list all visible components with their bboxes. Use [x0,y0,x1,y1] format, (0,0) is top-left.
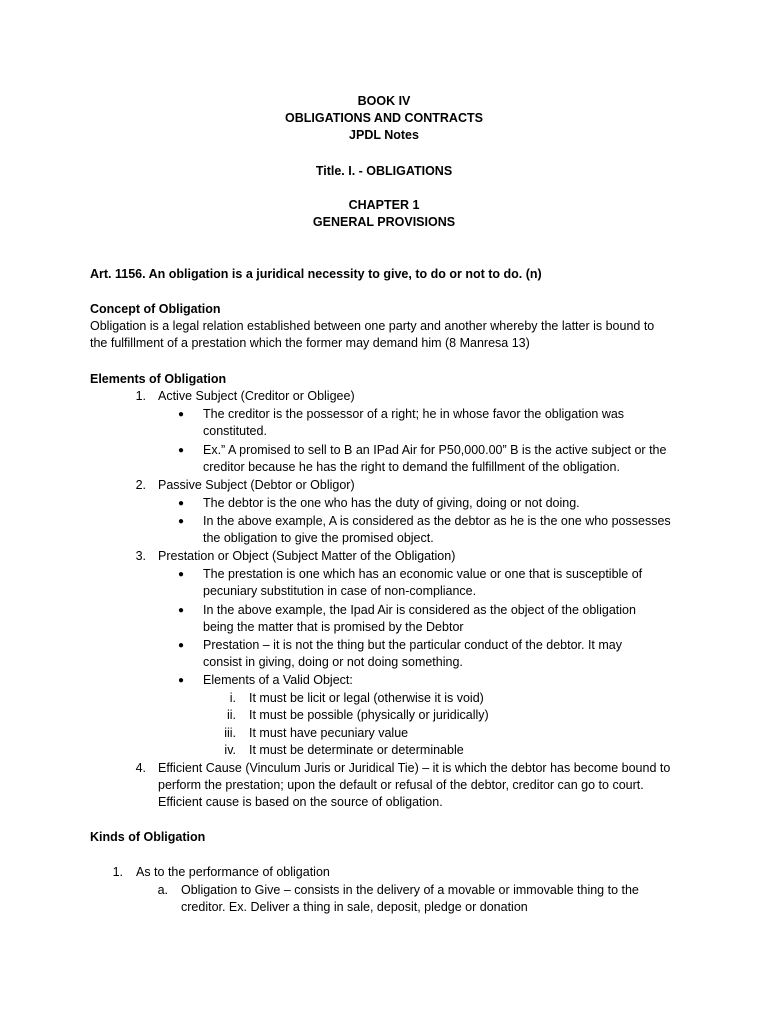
bullet-text: The debtor is the one who has the duty of giving, doing or not doing. [203,496,580,510]
kinds-sub-text: Obligation to Give – consists in the delivery of a movable or immovable thing to the [181,883,639,897]
list-number: 2. [135,478,146,492]
element-text: Efficient cause is based on the source of obligation. [158,795,443,809]
bullet-text: the obligation to give the promised object. [203,531,434,545]
bullet-text: pecuniary substitution in case of non-compliance. [203,584,477,598]
list-number: 4. [135,761,146,775]
bullet-icon: ● [177,605,185,616]
bullet-text: consist in giving, doing or not doing something. [203,655,463,669]
sub-item-text: It must be possible (physically or juridically) [249,708,489,722]
bullet-icon: ● [177,516,185,527]
list-letter: a. [157,883,168,897]
roman-number: iii. [224,726,236,740]
element-label: Passive Subject (Debtor or Obligor) [158,478,355,492]
bullet-text: In the above example, A is considered as the debtor as he is the one who possesses [203,514,671,528]
bullet-text: In the above example, the Ipad Air is considered as the object of the obligation [203,603,636,617]
concept-line: Obligation is a legal relation established between one party and another whereby the latter is bound to [90,319,655,333]
bullet-icon: ● [177,675,185,686]
roman-number: ii. [226,708,236,722]
element-label: Efficient Cause (Vinculum Juris or Juridical Tie) – it is which the debtor has become bound to [158,761,671,775]
subject-heading: OBLIGATIONS AND CONTRACTS [285,111,483,125]
list-number: 1. [135,389,146,403]
roman-number: iv. [224,743,236,757]
bullet-text: constituted. [203,424,267,438]
element-label: Prestation or Object (Subject Matter of the Obligation) [158,549,456,563]
title-heading: Title. I. - OBLIGATIONS [315,164,453,178]
element-text: perform the prestation; upon the default or refusal of the debtor, creditor can go to court. [158,778,644,792]
bullet-icon: ● [177,445,185,456]
bullet-text: The creditor is the possessor of a right; he in whose favor the obligation was [203,407,625,421]
bullet-icon: ● [177,569,185,580]
elements-heading: Elements of Obligation [90,372,227,386]
bullet-text: The prestation is one which has an economic value or one that is susceptible of [203,567,643,581]
article-text: Art. 1156. An obligation is a juridical necessity to give, to do or not to do. (n) [90,267,542,281]
list-number: 1. [112,865,123,879]
kinds-heading: Kinds of Obligation [90,830,206,844]
bullet-icon: ● [177,409,185,420]
sub-item-text: It must have pecuniary value [249,726,409,740]
chapter-name-heading: GENERAL PROVISIONS [312,215,456,229]
book-heading: BOOK IV [357,94,411,108]
bullet-text: being the matter that is promised by the Debtor [203,620,464,634]
bullet-text: Elements of a Valid Object: [203,673,353,687]
roman-number: i. [229,691,236,705]
bullet-text: Prestation – it is not the thing but the particular conduct of the debtor. It may [203,638,622,652]
list-number: 3. [135,549,146,563]
concept-line: the fulfillment of a prestation which the former may demand him (8 Manresa 13) [90,336,530,350]
sub-item-text: It must be determinate or determinable [249,743,464,757]
concept-heading: Concept of Obligation [90,302,221,316]
sub-item-text: It must be licit or legal (otherwise it is void) [249,691,484,705]
kinds-sub-text: creditor. Ex. Deliver a thing in sale, deposit, pledge or donation [181,900,528,914]
notes-heading: JPDL Notes [349,128,419,142]
bullet-text: Ex.” A promised to sell to B an IPad Air for P50,000.00” B is the active subject or the [203,443,667,457]
bullet-icon: ● [177,498,185,509]
chapter-heading: CHAPTER 1 [348,198,420,212]
bullet-text: creditor because he has the right to demand the fulfillment of the obligation. [203,460,620,474]
element-label: Active Subject (Creditor or Obligee) [158,389,355,403]
bullet-icon: ● [177,640,185,651]
kinds-item-label: As to the performance of obligation [136,865,330,879]
